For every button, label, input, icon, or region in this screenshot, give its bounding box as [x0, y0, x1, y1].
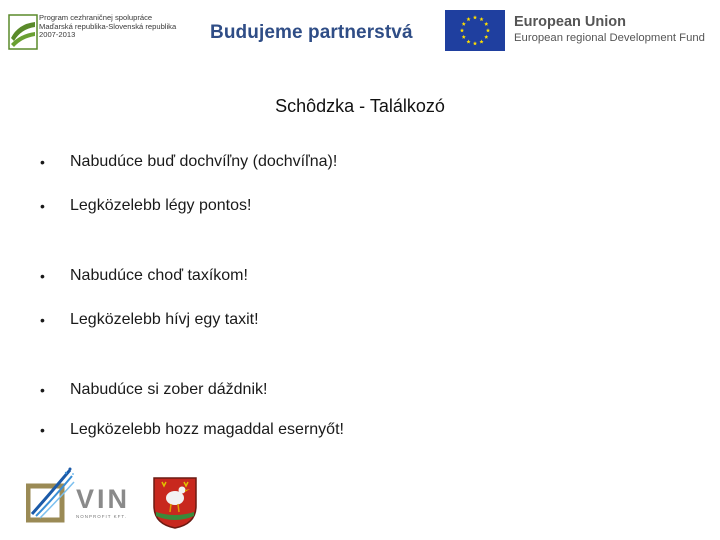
bullet-text: Nabudúce si zober dáždnik!	[70, 381, 268, 398]
program-logo-mark-icon	[8, 14, 38, 50]
program-logo-text	[39, 14, 176, 40]
bullet-dot: •	[40, 154, 45, 170]
program-logo	[8, 12, 198, 56]
program-logo-line: Program cezhraničnej spolupráce	[39, 13, 153, 22]
bullet-dot: •	[40, 312, 45, 328]
coat-of-arms-icon	[152, 476, 198, 530]
bullet-dot: •	[40, 382, 45, 398]
program-logo-line: Maďarská republika-Slovenská republika	[39, 21, 177, 31]
bullet-text: Legközelebb hozz magaddal esernyőt!	[70, 421, 344, 438]
bullet-dot: •	[40, 198, 45, 214]
vin-logo	[26, 464, 146, 524]
bullet-text: Nabudúce choď taxíkom!	[70, 267, 248, 284]
slide-title: Schôdzka - Találkozó	[275, 96, 445, 116]
bullet-dot: •	[40, 422, 45, 438]
eu-label	[514, 14, 705, 45]
slogan: Budujeme partnerstvá	[210, 22, 413, 43]
bullet-text: Legközelebb légy pontos!	[70, 197, 252, 214]
bullet-text: Nabudúce buď dochvíľny (dochvíľna)!	[70, 153, 338, 170]
eu-title: European Union	[514, 14, 626, 30]
bullet-text: Legközelebb hívj egy taxit!	[70, 311, 259, 328]
eu-subtitle: European regional Development Fund	[514, 32, 705, 44]
vin-logo-subtitle: NONPROFIT KFT.	[76, 514, 127, 519]
program-logo-line: 2007-2013	[39, 30, 76, 40]
bullet-dot: •	[40, 268, 45, 284]
eu-flag-icon	[445, 10, 505, 51]
vin-logo-word: VIN	[76, 484, 131, 514]
